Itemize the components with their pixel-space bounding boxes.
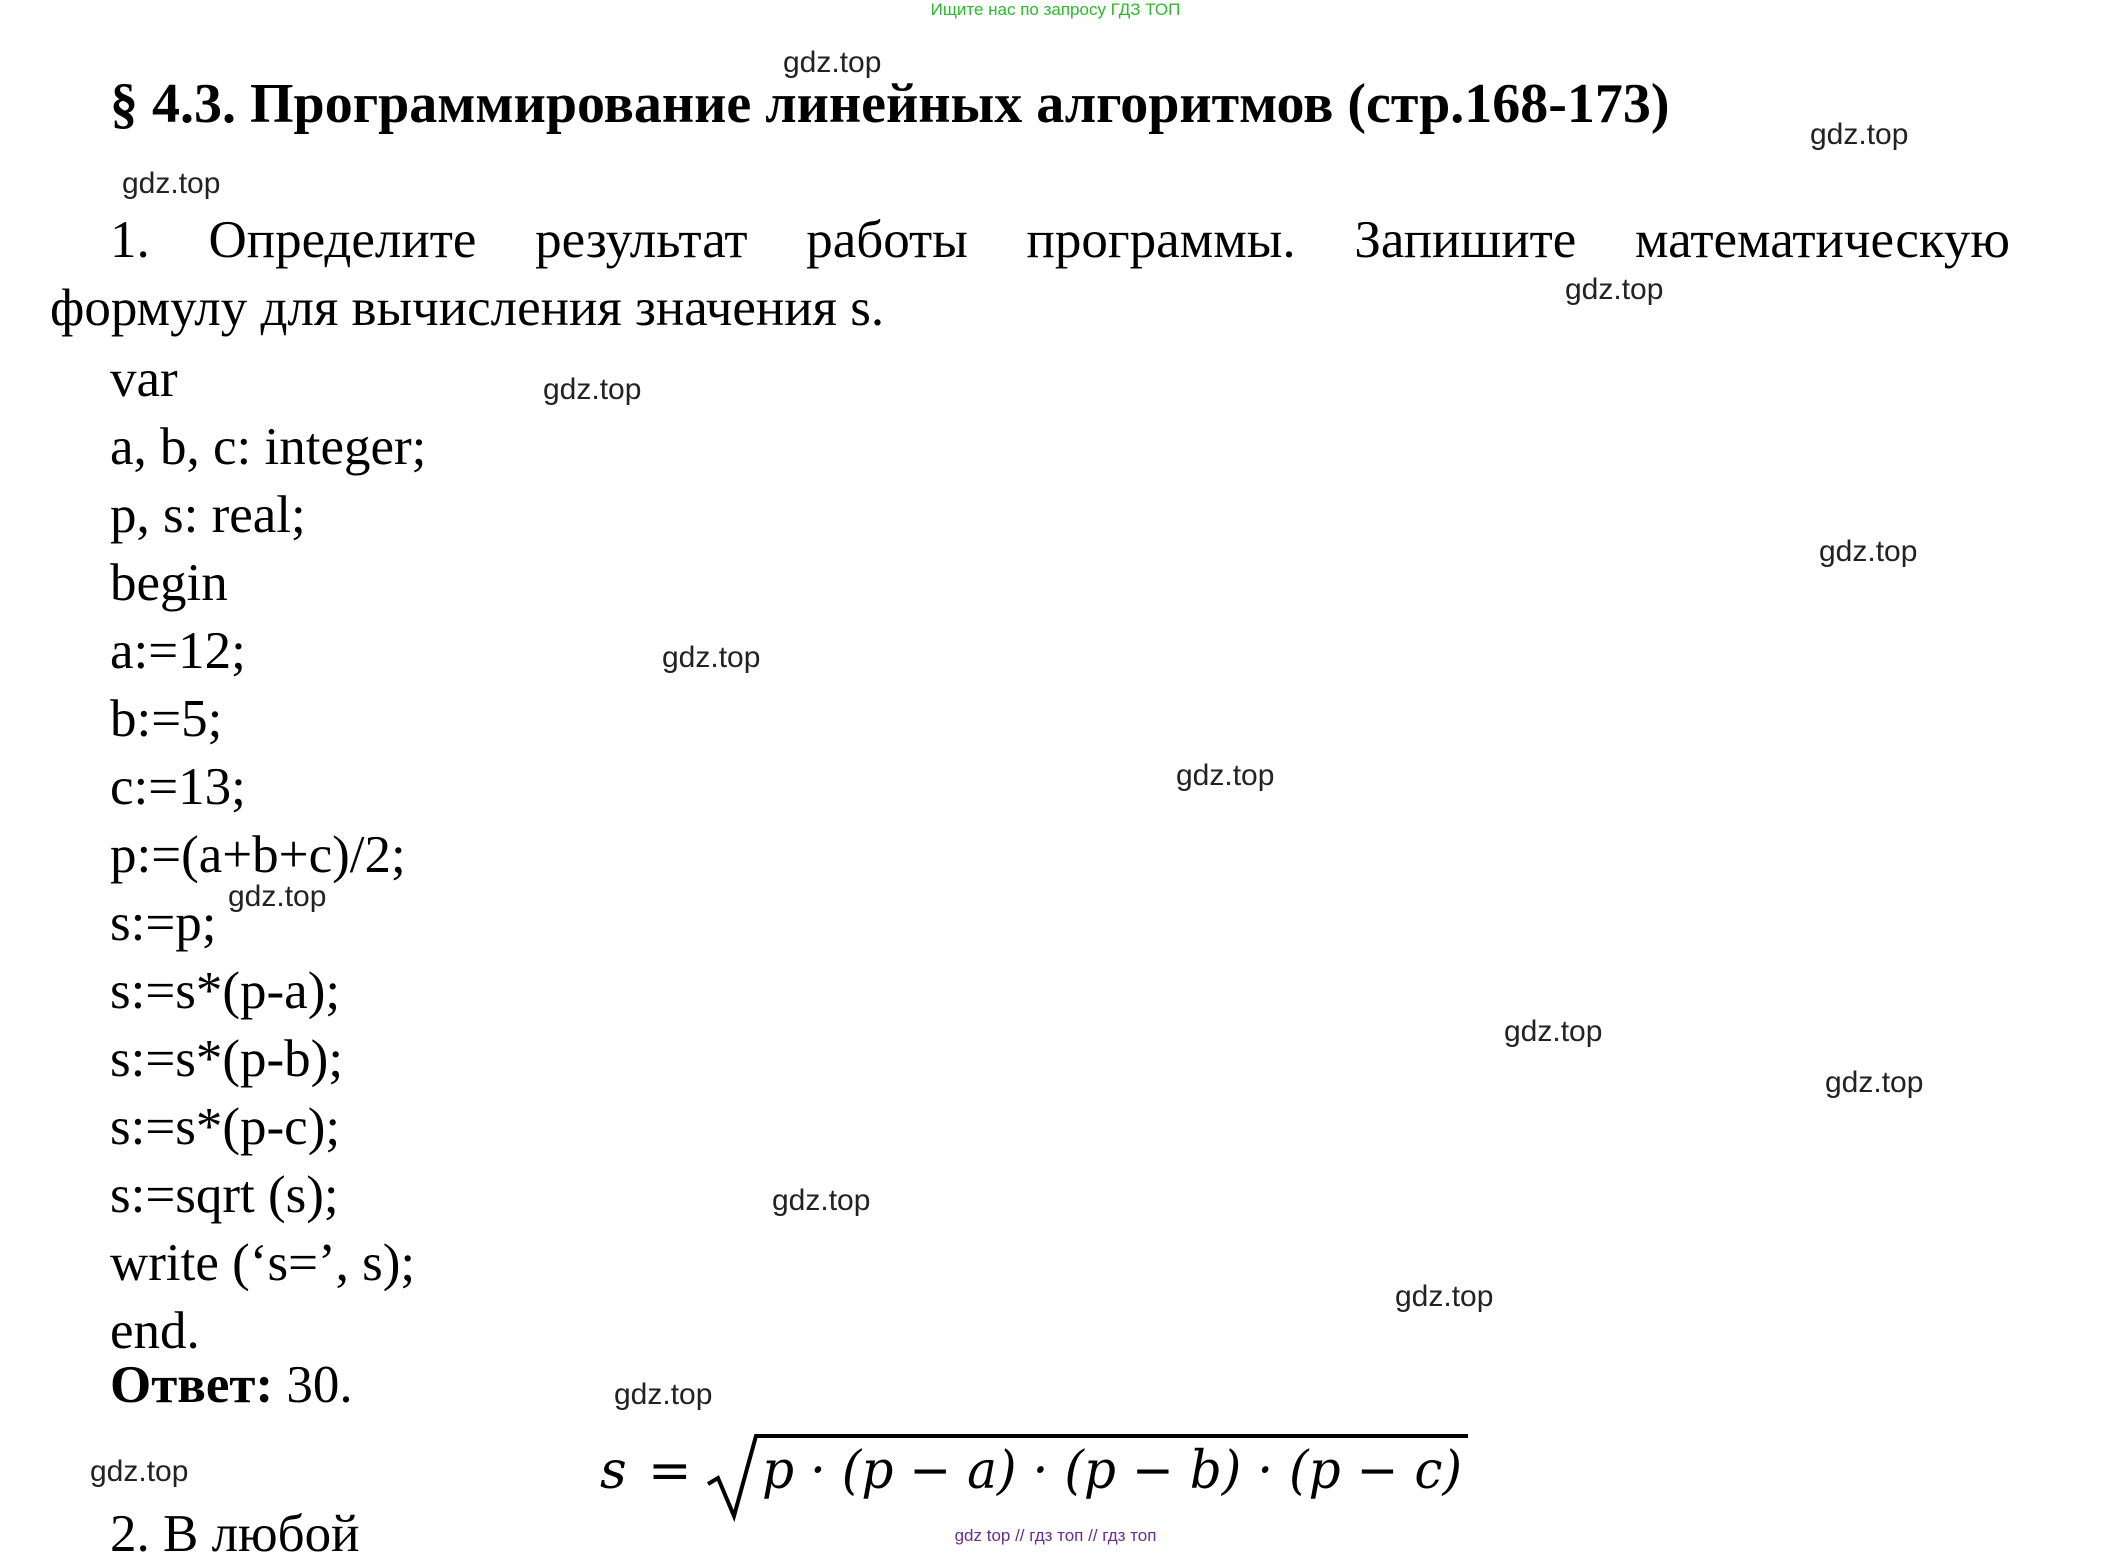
answer: [110, 1355, 353, 1415]
code-line: s:=s*(p-a);: [110, 962, 341, 1020]
code-line: p:=(a+b+c)/2;: [110, 826, 406, 884]
answer-value: 30.: [273, 1356, 353, 1414]
heron-formula: [600, 1420, 1480, 1520]
code-line: s:=s*(p-b);: [110, 1030, 344, 1088]
code-line: var: [110, 350, 178, 408]
program-code: [110, 345, 426, 1365]
answer-label: Ответ:: [110, 1356, 274, 1414]
code-line: p, s: real;: [110, 486, 306, 544]
watermark: gdz.top: [1819, 535, 1918, 568]
watermark: gdz.top: [1810, 118, 1909, 151]
code-line: a, b, c: integer;: [110, 418, 427, 476]
code-line: s:=sqrt (s);: [110, 1166, 339, 1224]
watermark: gdz.top: [614, 1378, 713, 1411]
code-line: write (‘s=’, s);: [110, 1234, 416, 1292]
watermark: gdz.top: [1395, 1280, 1494, 1313]
watermark: gdz.top: [783, 46, 882, 79]
watermark: gdz.top: [662, 641, 761, 674]
code-line: s:=p;: [110, 894, 217, 952]
footer-links[interactable]: gdz top // гдз топ // гдз топ: [954, 1526, 1157, 1545]
code-line: begin: [110, 554, 228, 612]
watermark: gdz.top: [1825, 1066, 1924, 1099]
watermark: gdz.top: [772, 1184, 871, 1217]
formula-lhs: s: [600, 1441, 627, 1501]
code-line: c:=13;: [110, 758, 246, 816]
formula-radicand: p · (p − a) · (p − b) · (p − c): [762, 1441, 1462, 1501]
watermark: gdz.top: [228, 880, 327, 913]
next-task-cut-off: 2. В любой: [110, 1505, 360, 1563]
section-title: § 4.3. Программирование линейных алгоритмов (стр.168-173): [110, 73, 1670, 135]
code-line: end.: [110, 1302, 200, 1360]
watermark: gdz.top: [1176, 759, 1275, 792]
code-line: a:=12;: [110, 622, 246, 680]
watermark: gdz.top: [1565, 273, 1664, 306]
task-text-line-2: формулу для вычисления значения s.: [50, 279, 885, 337]
watermark: gdz.top: [90, 1455, 189, 1488]
top-banner[interactable]: Ищите нас по запросу ГДЗ ТОП: [930, 0, 1181, 19]
code-line: s:=s*(p-c);: [110, 1098, 341, 1156]
formula-equals: =: [648, 1441, 692, 1501]
code-line: b:=5;: [110, 690, 223, 748]
watermark: gdz.top: [543, 373, 642, 406]
task-text-line-1: 1. Определите результат работы программы. Запишите математическую: [110, 211, 2010, 269]
watermark: gdz.top: [122, 167, 221, 200]
watermark: gdz.top: [1504, 1015, 1603, 1048]
